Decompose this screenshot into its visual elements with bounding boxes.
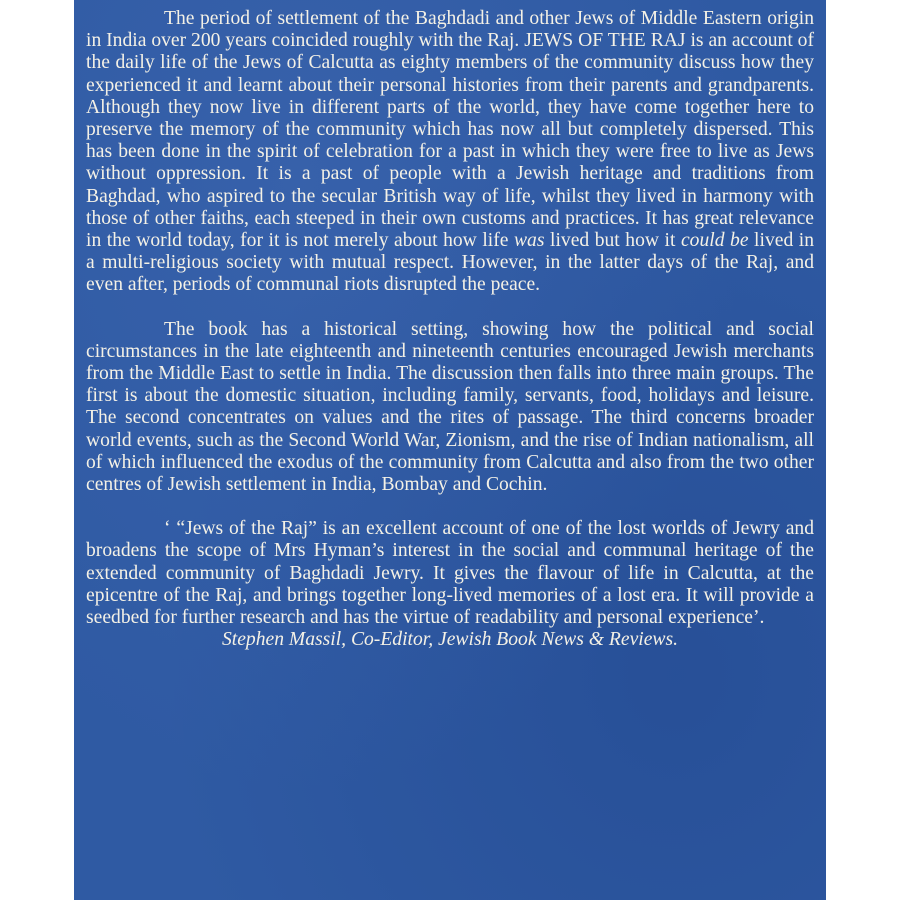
review-attribution: Stephen Massil, Co-Editor, Jewish Book News & Reviews. xyxy=(221,629,679,651)
review-quote: ‘ “Jews of the Raj” is an excellent account of one of the lost worlds of Jewry and broadens the scope of Mrs Hyman’s interest in the social and communal heritage of the extended community of Baghdadi Jewry. It gives the flavour of life in Calcutta, at the epicentre of the Raj, and brings together long-lived memories of a lost era. It will provide a seedbed for further research and has the virtue of readability and personal experience’. xyxy=(86,518,814,629)
book-title-inline: JEWS OF THE RAJ xyxy=(524,30,686,52)
book-structure-paragraph: The book has a historical setting, showing how the political and social circumstances in the late eighteenth and nineteenth centuries encouraged Jewish merchants from the Middle East to settle in India. The discussion then falls into three main groups. The first is about the domestic situation, including family, servants, food, holidays and leisure. The second concentrates on values and the rites of passage. The third concerns broader world events, such as the Second World War, Zionism, and the rise of Indian nationalism, all of which influenced the exodus of the community from Calcutta and also from the two other centres of Jewish settlement in India, Bombay and Cochin. xyxy=(86,318,814,496)
cover-text-block xyxy=(86,8,814,651)
intro-text-part-2: is an account of the daily life of the Jews of Calcutta as eighty members of the community discuss how they experienced it and learnt about their personal histories from their parents and grandparents. Although they now live in different parts of the world, they have come together here to preserve the memory of the community which has now all but completely dispersed. This has been done in the spirit of celebration for a past in which they were free to live as Jews without oppression. It is a past of people with a Jewish heritage and traditions from Baghdad, who aspired to the secular British way of life, whilst they lived in harmony with those of other faiths, each steeped in their own customs and practices. It has great relevance in the world today, for it is not merely about how life xyxy=(86,30,815,252)
intro-text-part-1: The period of settlement of the Baghdadi and other Jews of Middle Eastern origin in India over 200 years coincided roughly with the Raj. xyxy=(86,8,814,52)
emphasis-was: was xyxy=(513,230,545,252)
intro-paragraph xyxy=(86,8,814,297)
intro-text-part-3: lived but how it xyxy=(544,230,681,252)
intro-text-part-4: lived in a multi-religious society with mutual respect. However, in the latter days of the Raj, and even after, periods of communal riots disrupted the peace. xyxy=(86,230,815,296)
book-back-cover xyxy=(74,0,826,900)
emphasis-could-be: could be xyxy=(680,230,749,252)
